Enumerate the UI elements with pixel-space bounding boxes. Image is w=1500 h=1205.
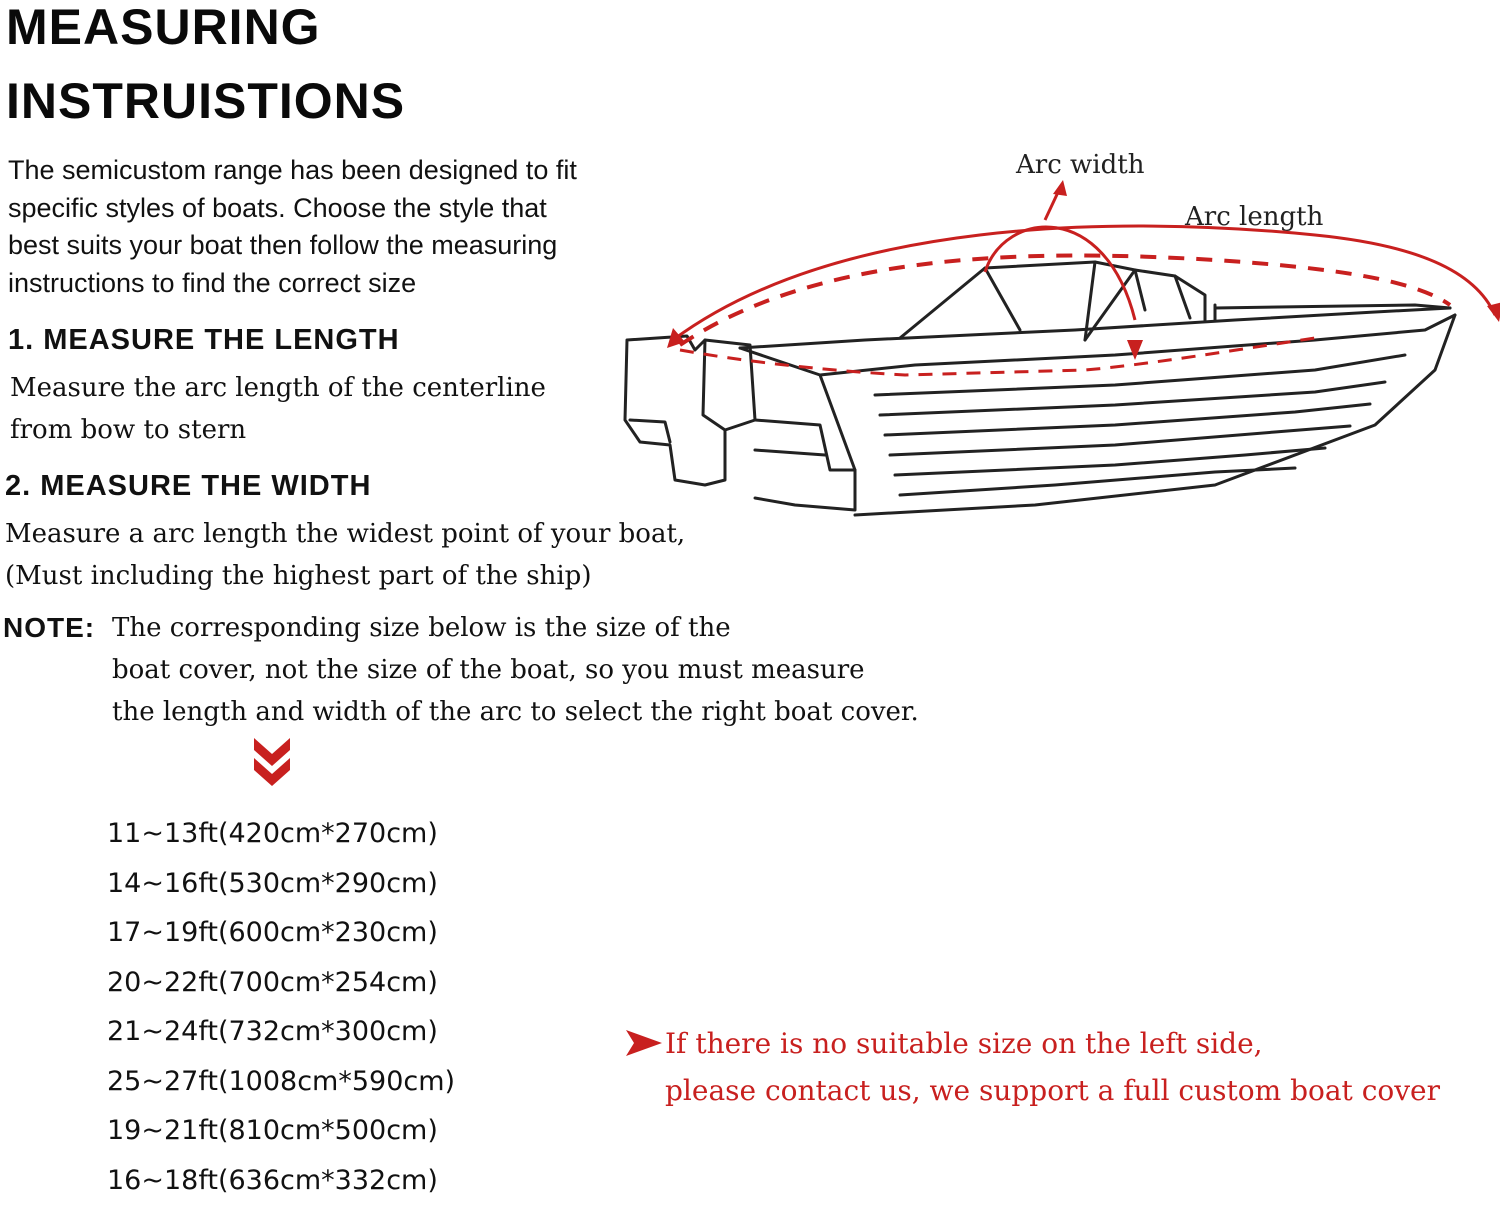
custom-notice bbox=[665, 1020, 1495, 1114]
arrow-right-icon bbox=[624, 1028, 664, 1058]
intro-line: specific styles of boats. Choose the style that bbox=[8, 190, 708, 228]
intro-paragraph bbox=[8, 152, 708, 302]
note-line: boat cover, not the size of the boat, so you must measure bbox=[112, 649, 972, 691]
step2-line: (Must including the highest part of the ship) bbox=[5, 555, 705, 597]
size-item: 20~22ft(700cm*254cm) bbox=[107, 958, 455, 1008]
size-item: 14~16ft(530cm*290cm) bbox=[107, 859, 455, 909]
custom-notice-line: please contact us, we support a full custom boat cover bbox=[665, 1067, 1495, 1114]
intro-line: best suits your boat then follow the measuring bbox=[8, 227, 708, 265]
step2-line: Measure a arc length the widest point of your boat, bbox=[5, 513, 705, 555]
page-title-line-2: INSTRUISTIONS bbox=[6, 76, 405, 126]
step1-text bbox=[10, 367, 630, 451]
step1-heading: 1. MEASURE THE LENGTH bbox=[8, 324, 400, 357]
boat-diagram bbox=[615, 180, 1500, 530]
custom-notice-line: If there is no suitable size on the left side, bbox=[665, 1020, 1495, 1067]
note-text bbox=[112, 607, 972, 733]
step1-line: Measure the arc length of the centerline bbox=[10, 367, 630, 409]
size-item: 17~19ft(600cm*230cm) bbox=[107, 908, 455, 958]
note-line: The corresponding size below is the size of the bbox=[112, 607, 972, 649]
boat-outline-icon bbox=[625, 262, 1455, 515]
intro-line: The semicustom range has been designed to fit bbox=[8, 152, 708, 190]
arc-width-label: Arc width bbox=[1016, 150, 1144, 180]
step1-line: from bow to stern bbox=[10, 409, 630, 451]
size-item: 21~24ft(732cm*300cm) bbox=[107, 1007, 455, 1057]
size-item: 11~13ft(420cm*270cm) bbox=[107, 809, 455, 859]
size-item: 16~18ft(636cm*332cm) bbox=[107, 1156, 455, 1205]
double-chevron-down-icon bbox=[250, 734, 294, 792]
arc-length-label: Arc length bbox=[1185, 202, 1323, 232]
note-line: the length and width of the arc to select the right boat cover. bbox=[112, 691, 972, 733]
size-item: 19~21ft(810cm*500cm) bbox=[107, 1106, 455, 1156]
size-list bbox=[107, 809, 455, 1205]
size-item: 25~27ft(1008cm*590cm) bbox=[107, 1057, 455, 1107]
note-label: NOTE: bbox=[3, 612, 95, 644]
page-title-line-1: MEASURING bbox=[6, 2, 321, 52]
step2-text bbox=[5, 513, 705, 597]
intro-line: instructions to find the correct size bbox=[8, 265, 708, 303]
step2-heading: 2. MEASURE THE WIDTH bbox=[5, 470, 371, 503]
